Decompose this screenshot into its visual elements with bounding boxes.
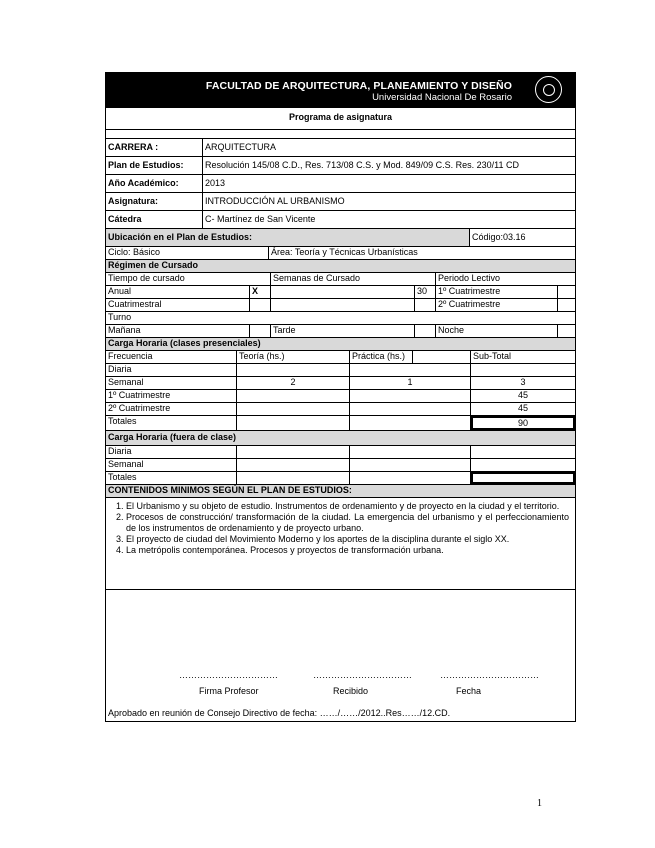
- asignatura-label: Asignatura:: [106, 193, 203, 210]
- catedra-value: C- Martínez de San Vicente: [205, 214, 316, 224]
- carrera-value: ARQUITECTURA: [205, 142, 277, 152]
- plan-row: [105, 157, 576, 175]
- codigo-value: Código:03.16: [472, 232, 526, 242]
- anio-row: [105, 175, 576, 193]
- table-row: 2º Cuatrimestre 45: [105, 403, 576, 416]
- contenidos-title: CONTENIDOS MINIMOS SEGÚN EL PLAN DE ESTUDIOS:: [106, 485, 575, 497]
- col-teoria: Teoría (hs.): [237, 351, 350, 363]
- periodo-label: Periodo Lectivo: [438, 273, 501, 283]
- faculty-name: FACULTAD DE ARQUITECTURA, PLANEAMIENTO Y DISEÑO: [205, 80, 512, 92]
- turno-row: [105, 312, 576, 325]
- list-item: 4. La metrópolis contemporánea. Procesos y proyectos de transformación urbana.: [126, 545, 569, 556]
- fecha-label: Fecha: [456, 686, 482, 696]
- plan-label: Plan de Estudios:: [106, 157, 203, 174]
- anual-label: Anual: [106, 286, 250, 298]
- document: [105, 72, 576, 722]
- list-item: 1. El Urbanismo y su objeto de estudio. Instrumentos de ordenamiento y de proyecto en la ciudad y el territorio.: [126, 501, 569, 512]
- total-hours: 90: [471, 416, 575, 430]
- regimen-title: Régimen de Cursado: [106, 260, 575, 272]
- list-item: 2. Procesos de construcción/ transformación de la ciudad. La emergencia del urbanismo y el perfeccionamiento de los instrumentos de ordenamiento y de proyecto urbano.: [126, 512, 569, 534]
- university-seal-icon: [535, 76, 562, 103]
- asignatura-value: INTRODUCCIÓN AL URBANISMO: [205, 196, 345, 206]
- anual-mark: X: [250, 286, 271, 298]
- totales-row: Totales 90: [105, 416, 576, 431]
- ubicacion-label: Ubicación en el Plan de Estudios:: [106, 229, 470, 246]
- table-row: Diaria: [105, 364, 576, 377]
- table-row: Semanal 2 1 3: [105, 377, 576, 390]
- manana-label: Mañana: [106, 325, 250, 337]
- carga-presencial-title-row: [105, 338, 576, 351]
- carga-fuera-title-row: [105, 431, 576, 446]
- semanas-value: 30: [415, 286, 436, 298]
- table-row: Totales: [105, 472, 576, 485]
- col-frecuencia: Frecuencia: [106, 351, 237, 363]
- firma-profesor-label: Firma Profesor: [199, 686, 259, 696]
- list-item: 3. El proyecto de ciudad del Movimiento Moderno y los aportes de la disciplina durante el siglo XX.: [126, 534, 569, 545]
- catedra-row: [105, 211, 576, 229]
- table-row: 1º Cuatrimestre 45: [105, 390, 576, 403]
- ciclo-value: Ciclo: Básico: [106, 247, 269, 259]
- carga-presencial-title: Carga Horaria (clases presenciales): [106, 338, 575, 350]
- table-row: Diaria: [105, 446, 576, 459]
- asignatura-row: [105, 193, 576, 211]
- cuatrimestral-label: Cuatrimestral: [106, 299, 250, 311]
- turno-options-row: [105, 325, 576, 338]
- ubicacion-row: [105, 229, 576, 247]
- area-value: Área: Teoría y Técnicas Urbanísticas: [271, 247, 418, 257]
- plan-value: Resolución 145/08 C.D., Res. 713/08 C.S. y Mod. 849/09 C.S. Res. 230/11 CD: [205, 160, 519, 170]
- aprobado-text: Aprobado en reunión de Consejo Directivo de fecha: ……/……/2012..Res……/12.CD.: [108, 708, 451, 718]
- tarde-label: Tarde: [271, 325, 415, 337]
- regimen-title-row: [105, 260, 576, 273]
- page-title: Programa de asignatura: [105, 108, 576, 130]
- table-row: Semanal: [105, 459, 576, 472]
- signature-line-fecha: ……………………………: [440, 670, 539, 680]
- regimen-header-row: [105, 273, 576, 286]
- contenidos-list: [105, 498, 576, 590]
- carrera-row: [105, 138, 576, 157]
- signature-line-recibido: ……………………………: [313, 670, 412, 680]
- semanas-label: Semanas de Cursado: [271, 273, 436, 285]
- signature-line-profesor: ……………………………: [179, 670, 278, 680]
- primer-cuatrimestre: 1º Cuatrimestre: [436, 286, 558, 298]
- carrera-label: CARRERA :: [106, 139, 203, 156]
- turno-label: Turno: [108, 312, 132, 322]
- ciclo-row: [105, 247, 576, 260]
- recibido-label: Recibido: [333, 686, 369, 696]
- university-name: Universidad Nacional De Rosario: [372, 92, 512, 103]
- anual-row: [105, 286, 576, 299]
- col-subtotal: Sub-Total: [473, 351, 512, 361]
- anio-value: 2013: [205, 178, 226, 188]
- segundo-cuatrimestre: 2º Cuatrimestre: [436, 299, 558, 311]
- carga-header-row: [105, 351, 576, 364]
- col-practica: Práctica (hs.): [350, 351, 413, 363]
- cuatrimestral-row: [105, 299, 576, 312]
- faculty-banner: [105, 72, 576, 108]
- anio-label: Año Académico:: [106, 175, 203, 192]
- contenidos-title-row: [105, 485, 576, 498]
- page-number: 1: [537, 798, 542, 809]
- tiempo-label: Tiempo de cursado: [106, 273, 271, 285]
- carga-fuera-title: Carga Horaria (fuera de clase): [106, 431, 575, 445]
- signature-section: [105, 590, 576, 722]
- catedra-label: Cátedra: [106, 211, 203, 228]
- noche-label: Noche: [436, 325, 558, 337]
